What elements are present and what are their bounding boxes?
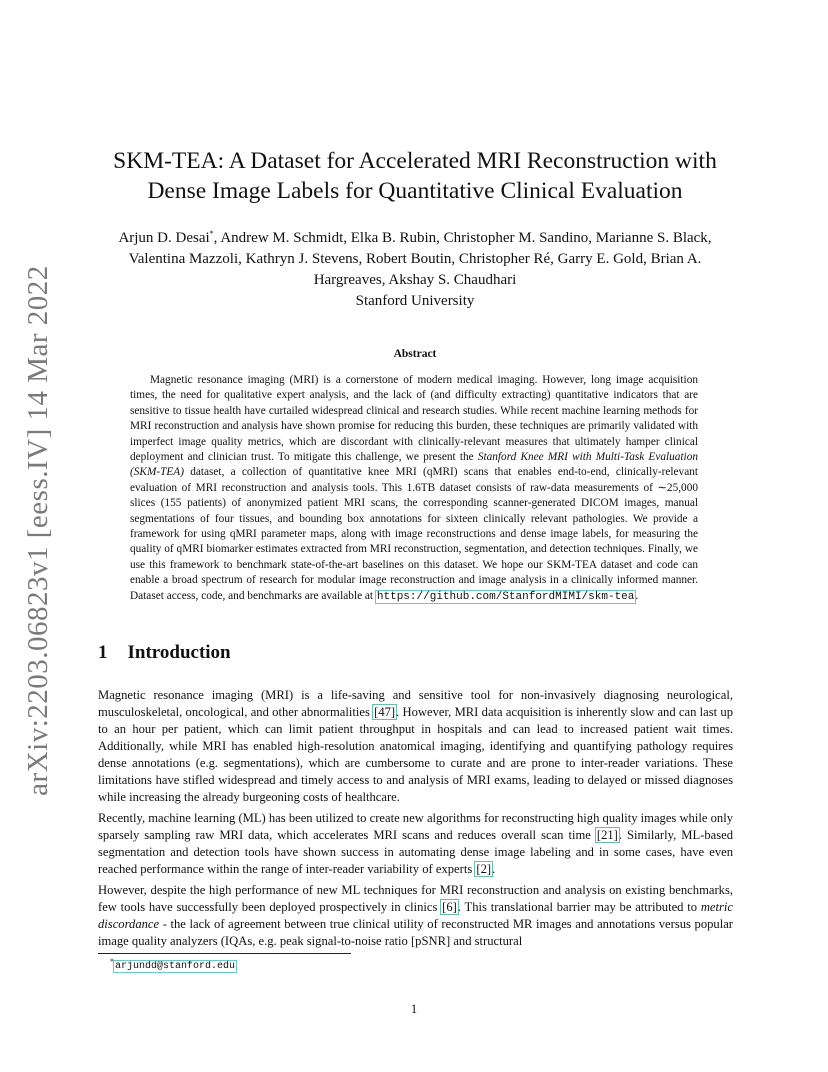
page-number: 1 [410,1002,418,1016]
paragraph-text: . [492,862,496,876]
email-link[interactable]: arjundd@stanford.edu [115,961,236,973]
author-line-2: Valentina Mazzoli, Kathryn J. Stevens, Robert Boutin, Christopher Ré, Garry E. Gold, Brian A. [128,251,702,267]
section-title: Introduction [127,642,231,663]
dataset-name-italic: Stanford Knee MRI with Multi-Task Evaluation (SKM-TEA) [130,451,698,479]
paragraph-text: Magnetic resonance imaging (MRI) is a life-saving and sensitive tool for non-invasively diagnosing neurological, musculoskeletal, oncological, and other abnormalities [98,688,733,719]
citation-link[interactable]: [21] [596,828,618,842]
abstract-body [130,373,698,605]
github-link[interactable]: https://github.com/StanfordMIMI/skm-tea [376,590,635,603]
paragraph-text: . This translational barrier may be attributed to [457,900,701,914]
author-line-1 [80,223,750,249]
abstract-text-part-1: Magnetic resonance imaging (MRI) is a cornerstone of modern medical imaging. However, long image acquisition times, the need for qualitative expert analysis, and the lack of (and difficulty extracting) quantitative indicators that are sensitive to tissue health have curtailed widespread clinical and research studies. While recent machine learning methods for MRI reconstruction and analysis have shown promise for reducing this burden, these techniques are primarily validated with imperfect image quality metrics, which are discordant with clinically-relevant measures that ultimately hamper clinical deployment and clinician trust. To mitigate this challenge, we present the [130,374,698,464]
paragraph-text: However, despite the high performance of new ML techniques for MRI reconstruction and analysis on existing benchmarks, few tools have successfully been deployed prospectively in clinics [98,883,733,914]
paragraph-text: . However, MRI data acquisition is inherently slow and can last up to an hour per patient, which can limit patient throughput in hospitals and can lead to increased patient wait times. Additionally, while MRI has enabled high-resolution anatomical imaging, identifying and quantifying pathology requires dense annotations (e.g. segmentations), which are cumbersome to curate and are prone to inter-reader variations. These limitations have stifled widespread and timely access to and analysis of MRI exams, leading to delayed or missed diagnoses while increasing the already burgeoning costs of healthcare. [98,705,733,804]
footnote [110,957,236,972]
arxiv-identifier-text: arXiv:2203.06823v1 [eess.IV] 14 Mar 2022 [21,264,54,796]
affiliation: Stanford University [355,293,475,309]
paper-title-line-1: SKM-TEA: A Dataset for Accelerated MRI Reconstruction with [113,148,717,174]
intro-paragraph-2 [98,810,733,878]
emphasis-italic: metric discordance [98,900,733,931]
footnote-divider [98,953,351,954]
author-list [80,223,750,291]
first-author: Arjun D. Desai [118,230,210,246]
author-line-1-rest: , Andrew M. Schmidt, Elka B. Rubin, Christopher M. Sandino, Marianne S. Black, [213,230,712,246]
intro-paragraph-1 [98,687,733,806]
intro-paragraph-3 [98,882,733,950]
citation-link[interactable]: [2] [476,862,492,876]
paragraph-text: - the lack of agreement between true clinical utility of reconstructed MR images and annotations versus popular image quality analyzers (IQAs, e.g. peak signal-to-noise ratio [pSNR] and structural [98,917,733,948]
abstract-text-end: . [635,589,639,602]
section-heading-introduction [98,642,231,664]
author-line-3: Hargreaves, Akshay S. Chaudhari [313,272,517,288]
citation-link[interactable]: [6] [442,900,457,914]
paper-title [90,146,740,206]
abstract-heading: Abstract [393,348,437,360]
paragraph-text: Recently, machine learning (ML) has been utilized to create new algorithms for reconstructing high quality images while only sparsely sampling raw MRI data, which accelerates MRI scans and reduces overall scan time [98,811,733,842]
paper-title-line-2: Dense Image Labels for Quantitative Clinical Evaluation [147,178,683,204]
author-footnote-marker[interactable]: * [209,229,214,238]
section-number: 1 [98,642,108,663]
footnote-marker: * [110,957,114,966]
arxiv-identifier-stamp [18,264,58,796]
citation-link[interactable]: [47] [374,705,396,719]
paragraph-text: . Similarly, ML-based segmentation and detection tools have shown success in automating dense image labeling and in some cases, have even reached performance within the range of inter-reader variability of experts [98,828,733,876]
abstract-text-part-2: dataset, a collection of quantitative knee MRI (qMRI) scans that enables end-to-end, clinically-relevant evaluation of MRI reconstruction and analysis tools. This 1.6TB dataset consists of raw-data measurements of ∼25,000 slices (155 patients) of anonymized patient MRI scans, the corresponding scanner-generated DICOM images, manual segmentations of four tissues, and bounding box annotations for sixteen clinically relevant pathologies. We provide a framework for using qMRI parameter maps, along with image reconstructions and dense image labels, for measuring the quality of qMRI biomarker estimates extracted from MRI reconstruction, segmentation, and detection techniques. Finally, we use this framework to benchmark state-of-the-art baselines on this dataset. We hope our SKM-TEA dataset and code can enable a broad spectrum of research for modular image reconstruction and image analysis in a clinically informed manner. Dataset access, code, and benchmarks are available at [130,466,698,602]
